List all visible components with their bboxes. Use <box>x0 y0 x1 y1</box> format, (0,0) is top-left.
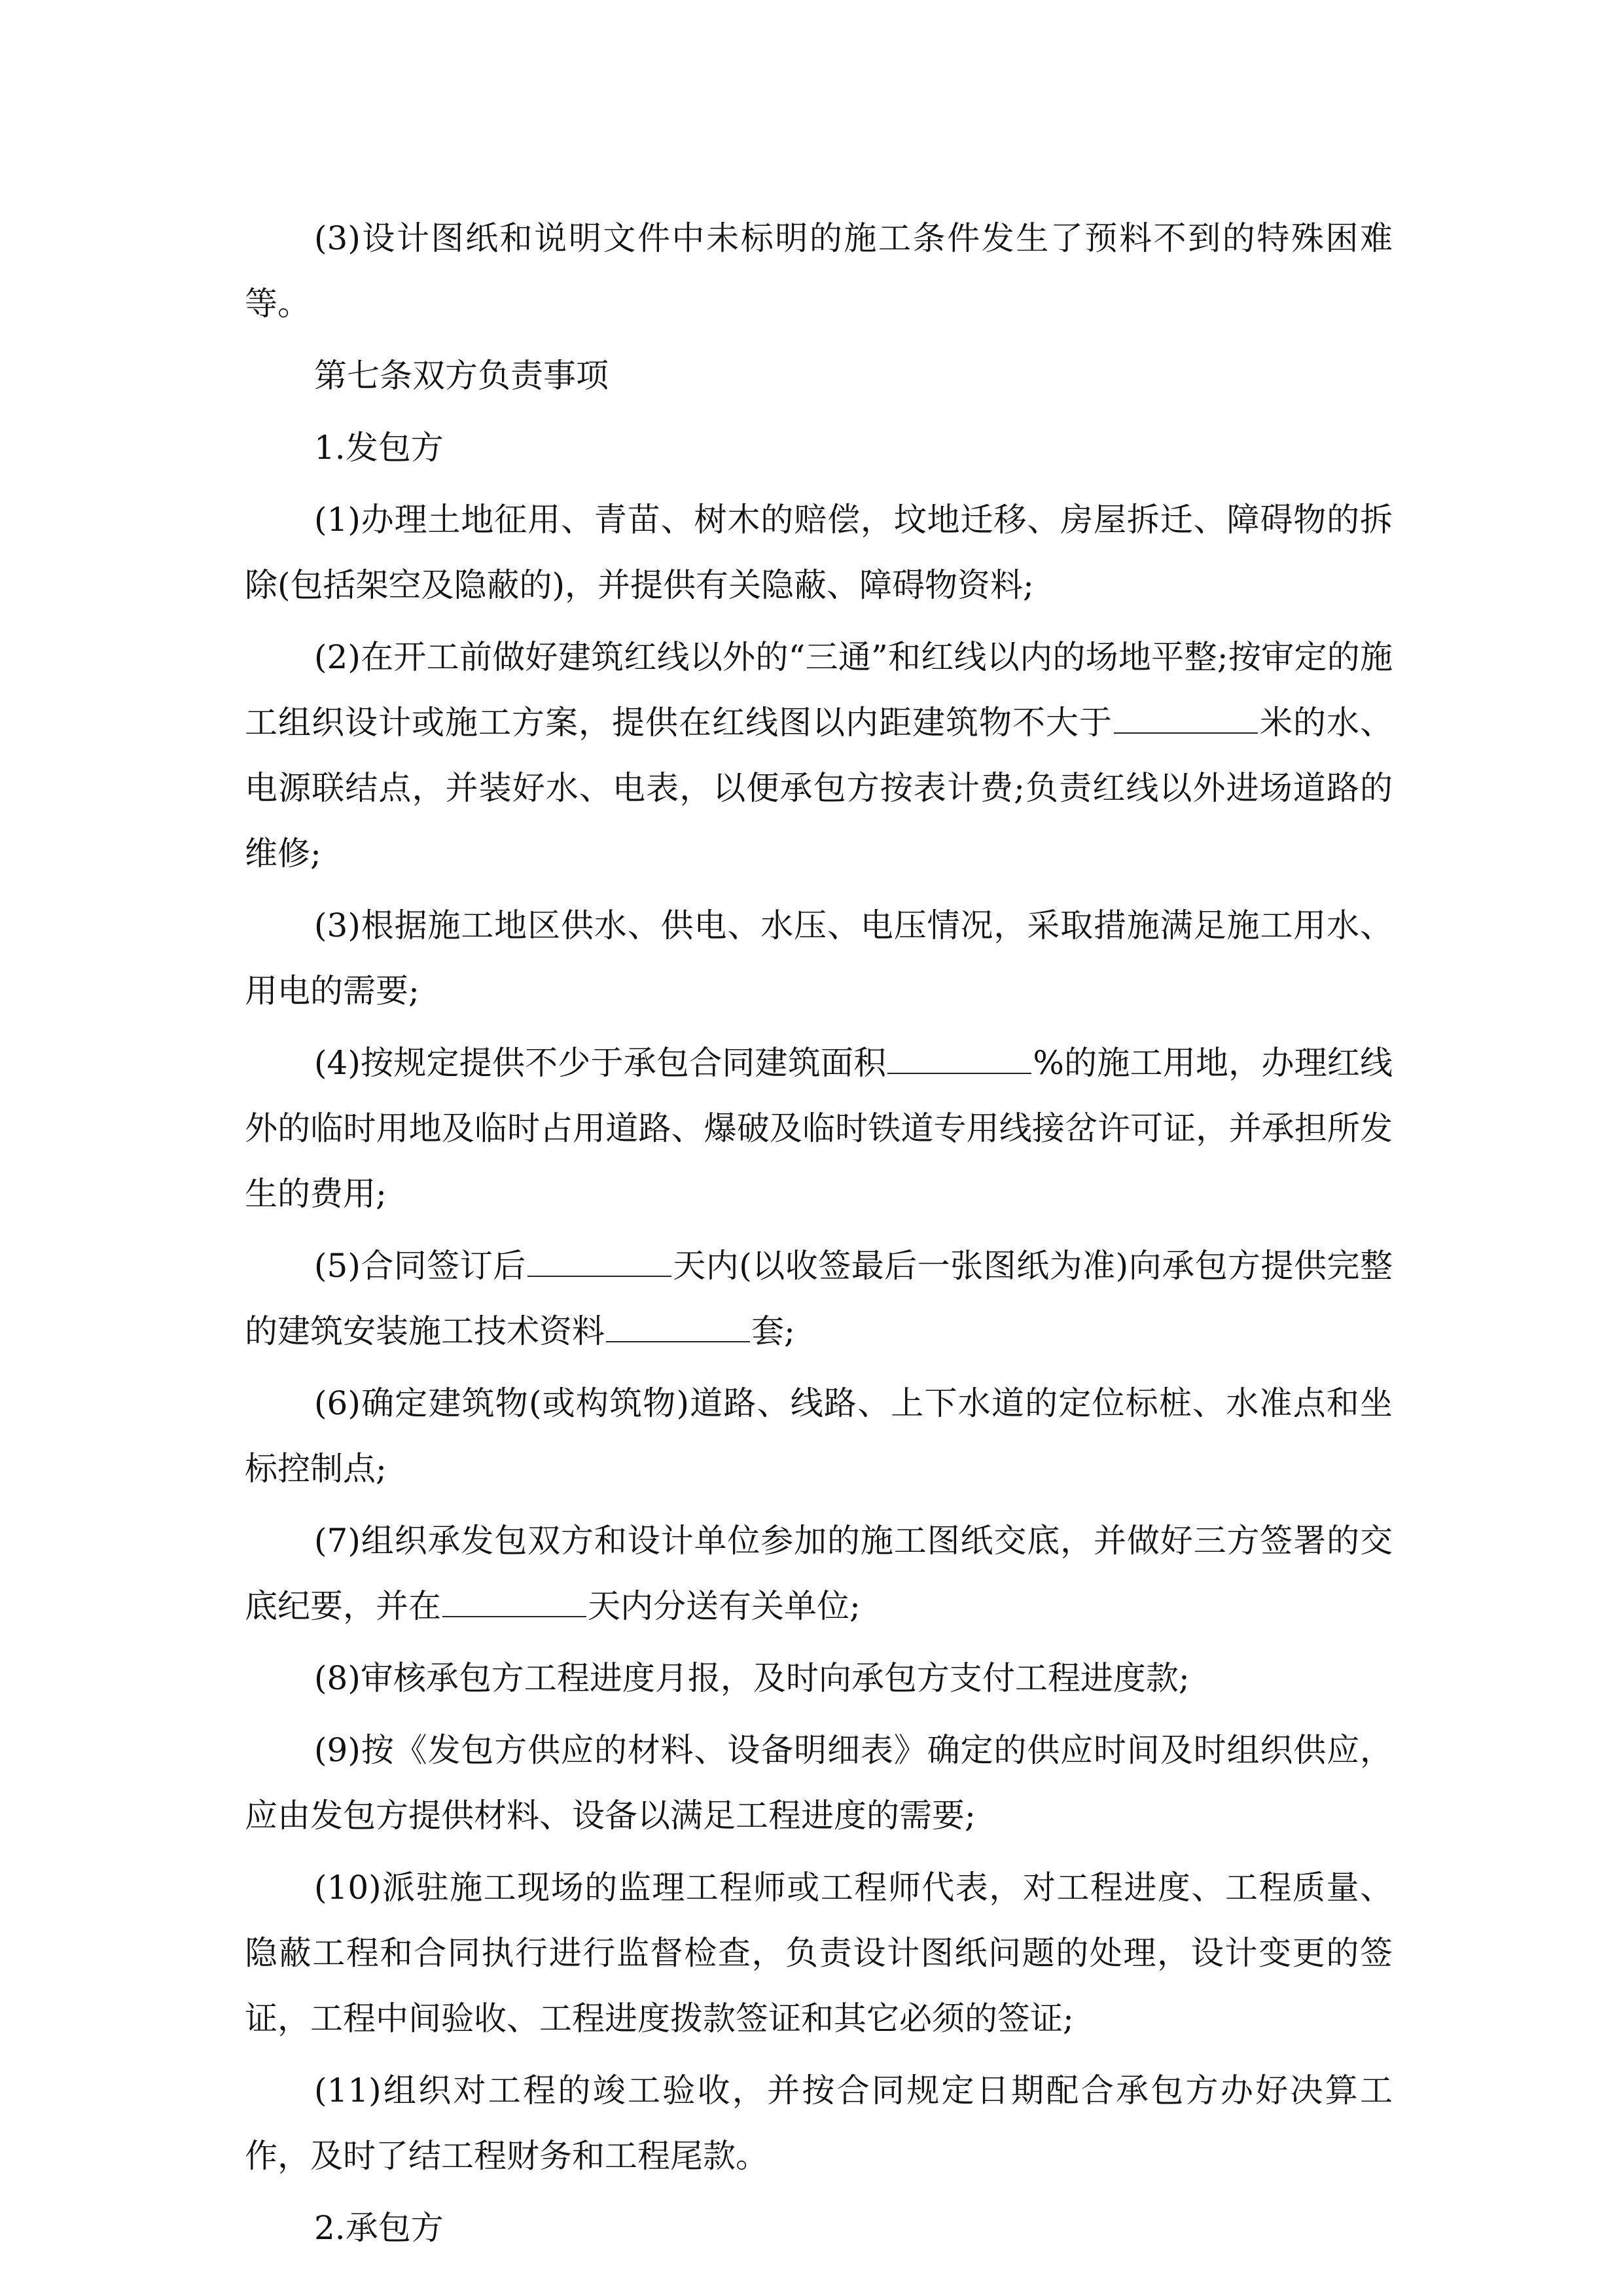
fill-in-blank-days[interactable] <box>442 1578 586 1617</box>
clause-text: (10)派驻施工现场的监理工程师或工程师代表，对工程进度、工程质量、隐蔽工程和合同执行进行监督检查，负责设计图纸问题的处理，设计变更的签证，工程中间验收、工程进度拨款签证和其它必须的签证; <box>245 1869 1393 2037</box>
paragraph-special-difficulty <box>245 206 1393 336</box>
clause-text: 天内分送有关单位; <box>588 1587 861 1625</box>
paragraph-text: (3)设计图纸和说明文件中未标明的施工条件发生了预料不到的特殊困难等。 <box>245 219 1393 323</box>
clause-text: (9)按《发包方供应的材料、设备明细表》确定的供应时间及时组织供应，应由发包方提供材料、设备以满足工程进度的需要; <box>245 1731 1393 1835</box>
clause-text: 米的水、电源联结点，并装好水、电表，以便承包方按表计费;负责红线以外进场道路的维修; <box>245 704 1393 872</box>
clause-text: (6)确定建筑物(或构筑物)道路、线路、上下水道的定位标桩、水准点和坐标控制点; <box>245 1384 1393 1488</box>
clause-text: %的施工用地，办理红线外的临时用地及临时占用道路、爆破及临时铁道专用线接岔许可证，并承担所发生的费用; <box>245 1044 1393 1213</box>
clause-item-6 <box>245 1371 1393 1501</box>
clause-item-4 <box>245 1030 1393 1227</box>
clause-item-1 <box>245 487 1393 618</box>
clause-item-8 <box>245 1645 1393 1711</box>
clause-text: 套; <box>751 1312 795 1350</box>
clause-text: (1)办理土地征用、青苗、树木的赔偿，坟地迁移、房屋拆迁、障碍物的拆除(包括架空及隐蔽的)，并提供有关隐蔽、障碍物资料; <box>245 501 1393 604</box>
heading-text: 2.承包方 <box>314 2209 444 2247</box>
clause-text: (5)合同签订后 <box>314 1247 526 1285</box>
clause-text: (8)审核承包方工程进度月报，及时向承包方支付工程进度款; <box>314 1659 1190 1697</box>
clause-text: (4)按规定提供不少于承包合同建筑面积 <box>314 1044 887 1082</box>
clause-item-7 <box>245 1508 1393 1639</box>
section-heading-contractor <box>245 2195 1393 2261</box>
fill-in-blank-distance[interactable] <box>1114 694 1258 734</box>
clause-text: (11)组织对工程的竣工验收，并按合同规定日期配合承包方办好决算工作，及时了结工程财务和工程尾款。 <box>245 2072 1393 2175</box>
clause-text: (7)组织承发包双方和设计单位参加的施工图纸交底，并做好三方签署的交底纪要，并在 <box>245 1522 1393 1625</box>
clause-item-5 <box>245 1233 1393 1364</box>
document-body <box>245 206 1393 2267</box>
clause-item-9 <box>245 1717 1393 1848</box>
clause-text: 天内(以收签最后一张图纸为准)向承包方提供完整的建筑安装施工技术资料 <box>245 1247 1393 1350</box>
heading-text: 第七条双方负责事项 <box>314 357 609 395</box>
clause-item-3 <box>245 893 1393 1024</box>
fill-in-blank-percentage[interactable] <box>887 1035 1031 1074</box>
heading-text: 1.发包方 <box>314 429 444 467</box>
article-heading <box>245 343 1393 408</box>
fill-in-blank-days[interactable] <box>527 1238 671 1277</box>
fill-in-blank-sets[interactable] <box>606 1303 750 1342</box>
clause-item-11 <box>245 2058 1393 2189</box>
clause-text: (3)根据施工地区供水、供电、水压、电压情况，采取措施满足施工用水、用电的需要; <box>245 906 1393 1010</box>
clause-item-10 <box>245 1855 1393 2051</box>
clause-text: (2)在开工前做好建筑红线以外的“三通”和红线以内的场地平整;按审定的施工组织设计或施工方案，提供在红线图以内距建筑物不大于 <box>245 638 1393 742</box>
section-heading-employer <box>245 415 1393 480</box>
clause-item-2 <box>245 624 1393 886</box>
